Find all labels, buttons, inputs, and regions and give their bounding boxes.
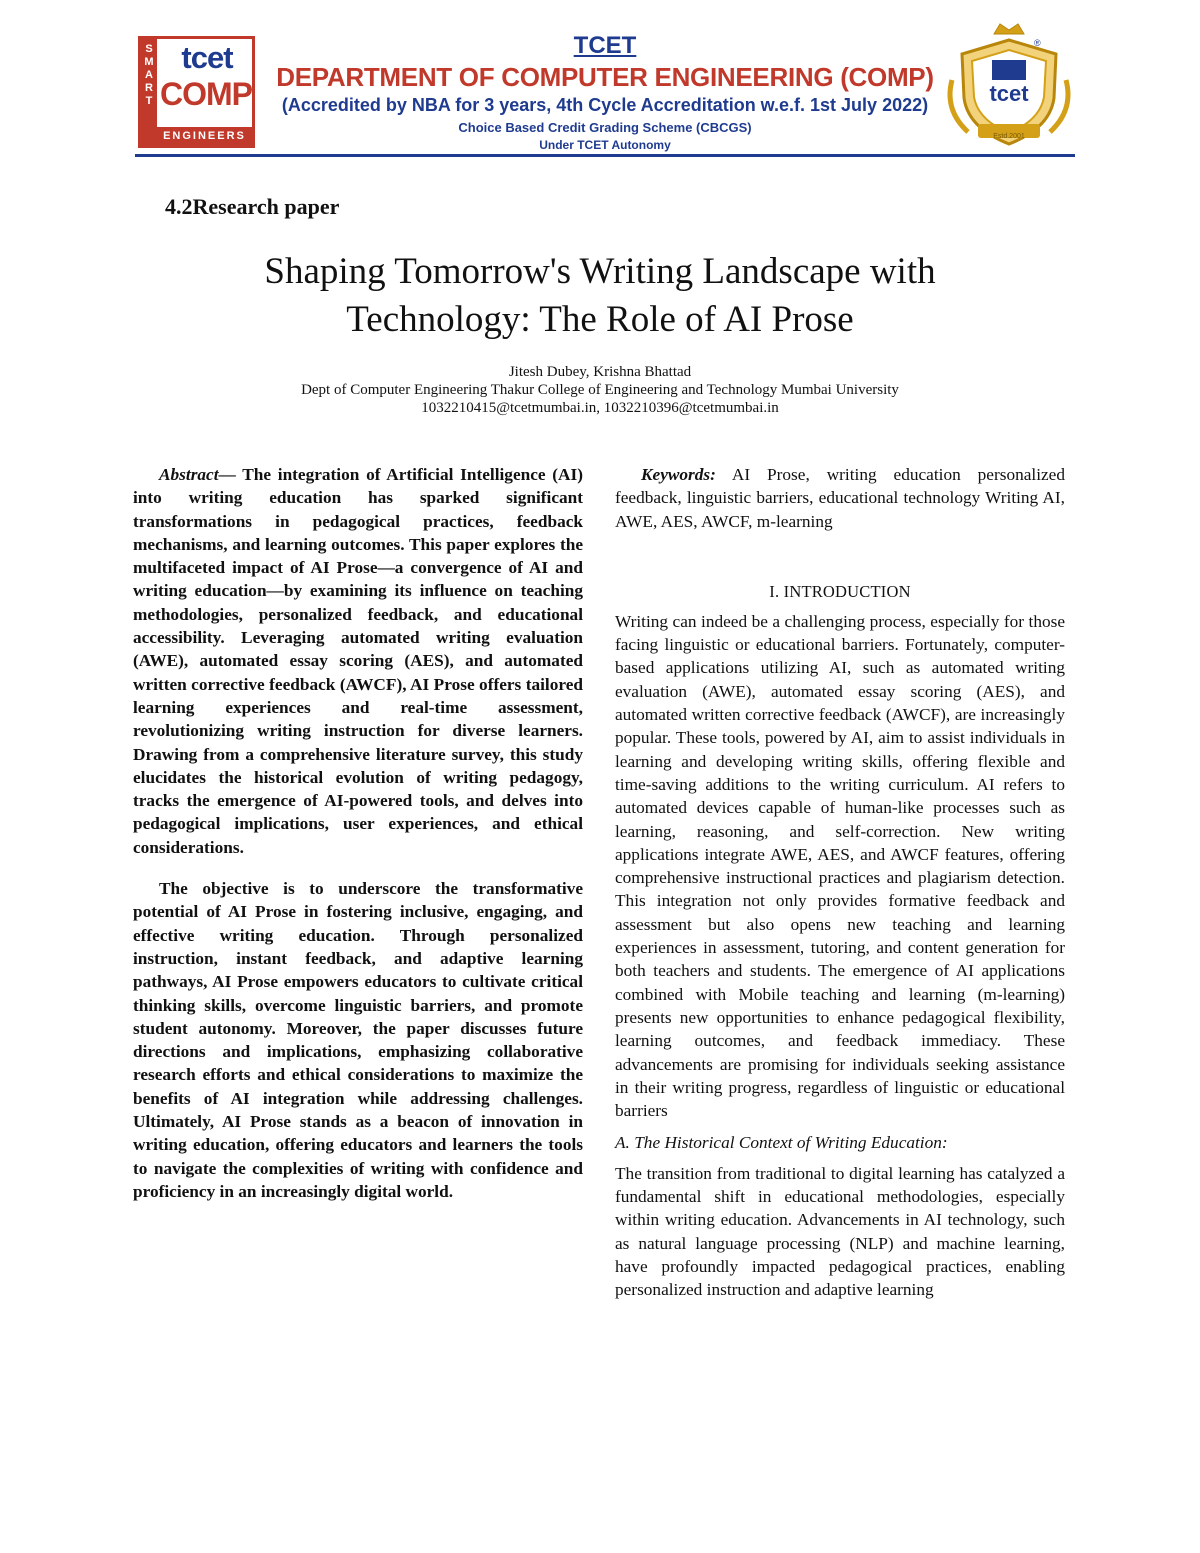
abstract-text: The integration of Artificial Intelligence (AI) into writing education has sparked significant transformations in pedagogical practices, feedback mechanisms, and learning outcomes. This paper explores the multifaceted impact of AI Prose—a convergence of AI and writing education—by examining its influence on teaching methodologies, personalized feedback, and educational accessibility. Leveraging automated writing evaluation (AWE), automated essay scoring (AES), and automated written corrective feedback (AWCF), AI Prose offers tailored learning experiences and real-time assessment, revolutionizing writing instruction for diverse learners. Drawing from a comprehensive literature survey, this study elucidates the historical evolution of writing pedagogy, tracks the emergence of AI-powered tools, and delves into pedagogical implications, user experiences, and ethical considerations.	[133, 465, 584, 857]
logo-side-letter: T	[145, 95, 153, 107]
registered-mark: ®	[1034, 38, 1041, 48]
abstract-paragraph-2: The objective is to underscore the transformative potential of AI Prose in fostering inclusive, engaging, and effective writing education. Through personalized instruction, instant feedback, and adaptive learning pathways, AI Prose empowers educators to cultivate critical thinking skills, overcome linguistic barriers, and promote student autonomy. Moreover, the paper discusses future directions and implications, emphasizing collaborative research efforts and ethical considerations to maximize the benefits of AI integration while addressing challenges. Ultimately, AI Prose stands as a beacon of innovation in writing education, offering educators and learners the tools to navigate the complexities of writing with confidence and proficiency in an increasingly digital world.	[133, 879, 583, 1201]
logo-side-letter: S	[145, 43, 153, 55]
body-column	[615, 463, 1065, 1302]
logo-comp-text: COMP	[160, 76, 252, 112]
tcet-crest-logo	[938, 20, 1080, 152]
introduction-heading: I. INTRODUCTION	[769, 581, 911, 601]
crest-established-text: Estd.2001	[993, 133, 1025, 140]
author-block	[150, 363, 1050, 417]
letterhead-divider	[135, 154, 1075, 157]
subsection-heading: A. The Historical Context of Writing Education:	[615, 1133, 948, 1153]
department-name: DEPARTMENT OF COMPUTER ENGINEERING (COMP)	[276, 62, 934, 92]
crest-tcet-text: tcet	[989, 81, 1029, 106]
logo-side-letter: R	[145, 82, 153, 94]
logo-engineers-text: ENGINEERS	[157, 127, 252, 145]
logo-side-strip	[141, 39, 157, 145]
autonomy-line: Under TCET Autonomy	[539, 138, 671, 152]
paper-title-line: Shaping Tomorrow's Writing Landscape with	[264, 251, 936, 292]
grading-scheme-line: Choice Based Credit Grading Scheme (CBCGS)	[458, 120, 752, 135]
abstract-dash: —	[218, 465, 243, 484]
section-heading: 4.2Research paper	[165, 194, 340, 219]
author-emails: 1032210415@tcetmumbai.in, 1032210396@tcetmumbai.in	[421, 400, 779, 416]
subsection-paragraph: The transition from traditional to digital learning has catalyzed a fundamental shift in educational methodologies, especially within writing education. Advancements in AI technology, such as natural language processing (NLP) and machine learning, have profoundly impacted pedagogical practices, enabling personalized instruction and adaptive learning	[615, 1163, 1065, 1300]
keywords-paragraph	[615, 463, 1065, 533]
letterhead	[135, 20, 1080, 160]
accreditation-line: (Accredited by NBA for 3 years, 4th Cycle Accreditation w.e.f. 1st July 2022)	[281, 95, 929, 115]
author-names: Jitesh Dubey, Krishna Bhattad	[508, 364, 692, 380]
abstract-label: Abstract	[159, 465, 219, 484]
logo-side-letter: A	[145, 69, 153, 81]
institute-name: TCET	[573, 32, 637, 59]
abstract-paragraph	[133, 463, 583, 859]
author-affiliation: Dept of Computer Engineering Thakur College of Engineering and Technology Mumbai University	[301, 382, 899, 398]
keywords-text: AI Prose, writing education personalized feedback, linguistic barriers, educational technology Writing AI, AWE, AES, AWCF, m-learning	[615, 465, 1065, 531]
paper-title-line: Technology: The Role of AI Prose	[346, 299, 854, 340]
paper-title	[150, 248, 1050, 344]
tcet-comp-logo	[138, 36, 255, 148]
logo-side-letter: M	[144, 56, 154, 68]
abstract-column	[133, 463, 583, 1203]
logo-tcet-text: tcet	[181, 40, 233, 75]
keywords-label: Keywords:	[641, 465, 716, 484]
introduction-paragraph: Writing can indeed be a challenging process, especially for those facing linguistic or educational barriers. Fortunately, computer-based applications utilizing AI, such as automated writing evaluation (AWE), automated essay scoring (AES), and automated written corrective feedback (AWCF), are increasingly popular. These tools, powered by AI, aim to assist individuals in learning and developing writing skills, offering flexible and time-saving additions to the writing curriculum. AI refers to automated devices capable of human-like processes such as learning, reasoning, and self-correction. New writing applications integrate AWE, AES, and AWCF features, offering comprehensive instructional practices and plagiarism detection. This integration not only provides formative feedback and assessment but also opens new teaching and learning experiences in assessment, tutoring, and content generation for both teachers and students. The emergence of AI applications combined with Mobile teaching and learning (m-learning) presents new opportunities to enhance pedagogical flexibility, learning outcomes, and feedback immediacy. These advancements are promising for individuals seeking assistance in their writing progress, regardless of linguistic or educational barriers	[615, 611, 1065, 1121]
